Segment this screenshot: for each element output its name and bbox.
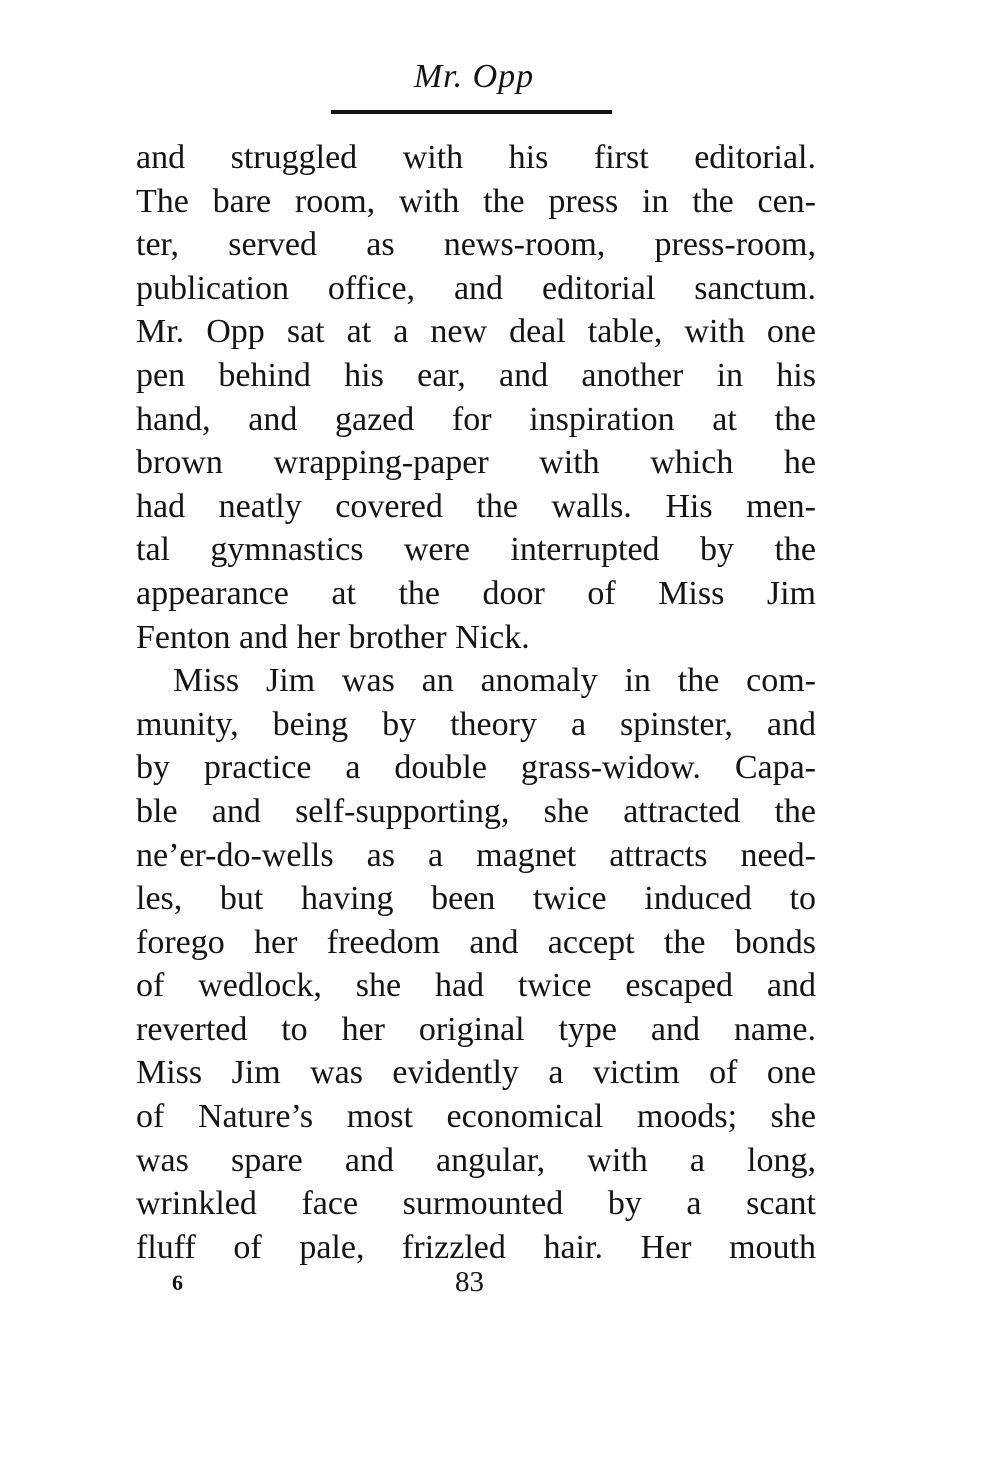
body-text [136, 136, 816, 1269]
head-rule [331, 110, 612, 114]
text-line: Fenton and her brother Nick. [136, 618, 530, 656]
page-number: 83 [455, 1266, 484, 1298]
text-line: and struggled with his first editorial. [136, 139, 816, 176]
text-line: tal gymnastics were interrupted by the [136, 531, 816, 569]
running-head: Mr. Opp [413, 58, 535, 95]
text-line: hand, and gazed for inspiration at the [136, 400, 816, 438]
text-line: The bare room, with the press in the cen- [136, 182, 816, 220]
text-line: Mr. Opp sat at a new deal table, with one [136, 313, 816, 351]
text-line: les, but having been twice induced to [136, 880, 816, 918]
text-line: by practice a double grass-widow. Capa- [136, 749, 816, 787]
text-line: fluff of pale, frizzled hair. Her mouth [136, 1228, 816, 1266]
text-line: Miss Jim was evidently a victim of one [136, 1054, 816, 1092]
text-line: reverted to her original type and name. [136, 1010, 816, 1048]
text-line: ter, served as news-room, press-room, [136, 226, 816, 264]
text-line: of wedlock, she had twice escaped and [136, 967, 816, 1005]
text-line: Miss Jim was an anomaly in the com- [173, 662, 816, 700]
text-line: appearance at the door of Miss Jim [136, 574, 816, 612]
text-line: publication office, and editorial sanctum. [136, 269, 816, 307]
text-line: brown wrapping-paper with which he [136, 444, 816, 482]
text-line: of Nature’s most economical moods; she [136, 1098, 816, 1136]
text-line: pen behind his ear, and another in his [136, 356, 816, 394]
text-line: wrinkled face surmounted by a scant [136, 1185, 816, 1223]
text-line: ne’er-do-wells as a magnet attracts need- [136, 836, 816, 874]
text-line: munity, being by theory a spinster, and [136, 705, 816, 743]
signature-mark: 6 [172, 1270, 183, 1295]
text-line: ble and self-supporting, she attracted the [136, 792, 816, 830]
text-line: was spare and angular, with a long, [136, 1141, 816, 1179]
text-line: had neatly covered the walls. His men- [136, 487, 816, 525]
text-line: forego her freedom and accept the bonds [136, 923, 816, 961]
